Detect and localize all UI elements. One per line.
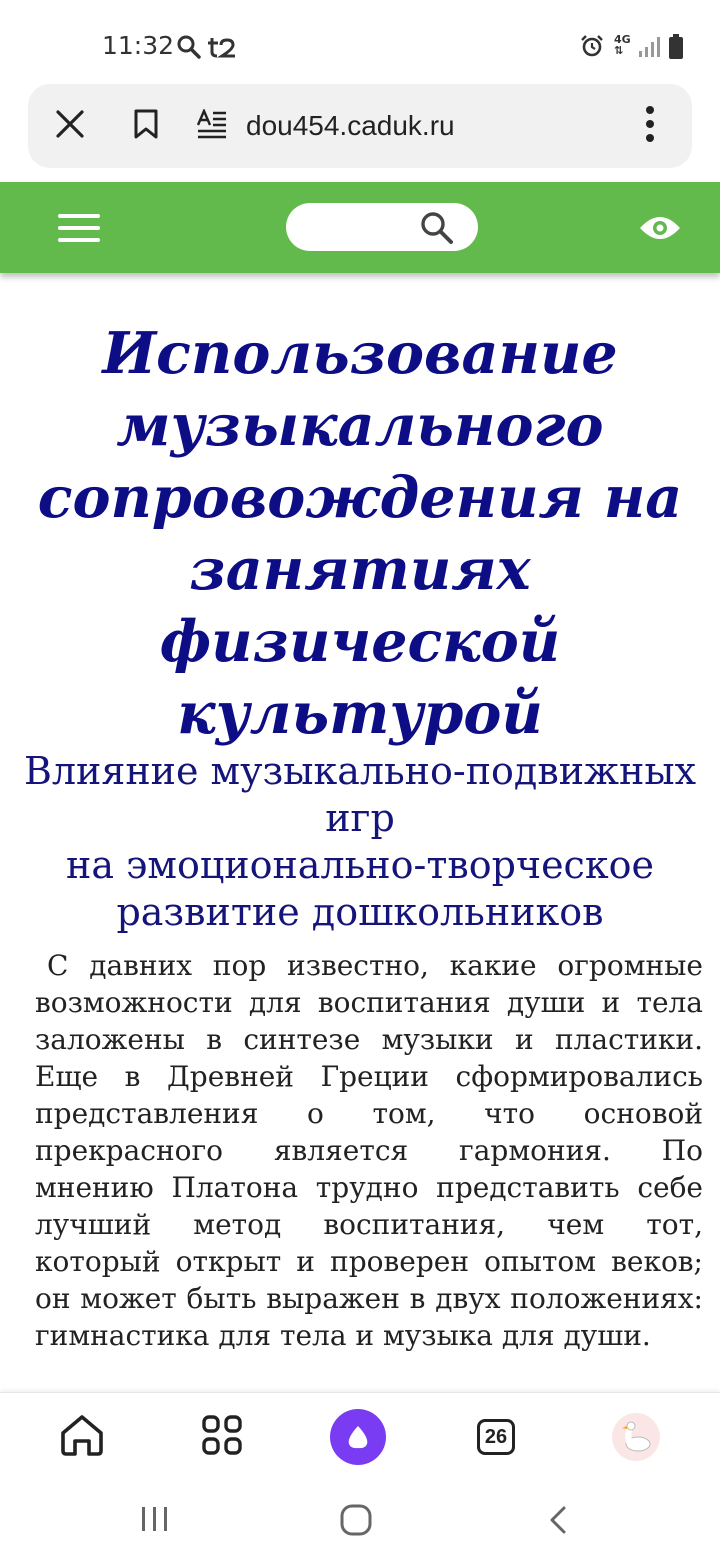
article-subtitle <box>20 748 700 936</box>
signal-icon <box>638 36 662 62</box>
status-bar <box>0 0 720 84</box>
bookmark-icon <box>133 109 159 143</box>
accessibility-button[interactable] <box>638 212 682 244</box>
site-header <box>0 182 720 273</box>
home-button[interactable] <box>54 1393 110 1481</box>
search-icon[interactable] <box>420 211 454 249</box>
reader-mode-icon <box>196 109 228 143</box>
address-bar <box>28 84 692 168</box>
subtitle-line-1: Влияние музыкально-подвижных игр <box>23 749 697 840</box>
data-arrows-icon: ⇅ <box>614 44 624 57</box>
t2-carrier-icon <box>208 36 236 62</box>
article-paragraph: С давних пор известно, какие огромные возможности для воспитания души и тела заложены в синтезе музыки и пластики. Еще в Древней Греции сформировались представления о том, что основой прекрасного является гармония. По мнению Платона трудно представить себе лучший метод воспитания, чем тот, который открыт и проверен опытом веков; он может быть выражен в двух положениях: гимнастика для тела и музыка для души. <box>35 949 703 1352</box>
hamburger-menu-button[interactable] <box>58 212 100 244</box>
browser-bottom-nav <box>0 1392 720 1486</box>
alice-button[interactable] <box>330 1393 386 1481</box>
more-vert-icon <box>645 106 655 146</box>
tabs-button[interactable] <box>468 1393 524 1481</box>
alice-assistant-icon <box>330 1409 386 1465</box>
close-button[interactable] <box>46 84 94 168</box>
recents-icon[interactable] <box>140 1506 170 1536</box>
url-text[interactable]: dou454.caduk.ru <box>246 110 455 141</box>
home-icon <box>59 1413 105 1461</box>
alarm-icon <box>580 34 604 62</box>
bookmark-button[interactable] <box>124 84 168 168</box>
services-button[interactable] <box>194 1393 250 1481</box>
tabs-count: 26 <box>477 1419 515 1455</box>
goose-avatar-icon <box>612 1413 660 1461</box>
page-title: Использование музыкального сопровождения на занятиях физической культурой <box>37 320 683 747</box>
battery-icon <box>668 34 684 64</box>
hamburger-line <box>58 214 100 218</box>
network-type-label: 4G <box>614 33 631 46</box>
eye-icon <box>638 229 682 248</box>
browser-menu-button[interactable] <box>628 84 672 168</box>
home-circle-icon[interactable] <box>340 1504 372 1540</box>
network-type <box>614 34 631 56</box>
hamburger-line <box>58 238 100 242</box>
site-search-input[interactable] <box>286 203 478 251</box>
back-icon[interactable] <box>548 1506 568 1538</box>
hamburger-line <box>58 226 100 230</box>
search-icon <box>176 34 202 64</box>
profile-button[interactable] <box>608 1393 664 1481</box>
reader-mode-button[interactable] <box>192 84 232 168</box>
close-icon <box>55 109 85 143</box>
grid-icon <box>202 1415 242 1459</box>
subtitle-line-2: на эмоционально-творческое развитие дошкольников <box>66 843 654 934</box>
status-time: 11:32 <box>102 31 175 60</box>
system-nav-bar <box>0 1486 720 1560</box>
